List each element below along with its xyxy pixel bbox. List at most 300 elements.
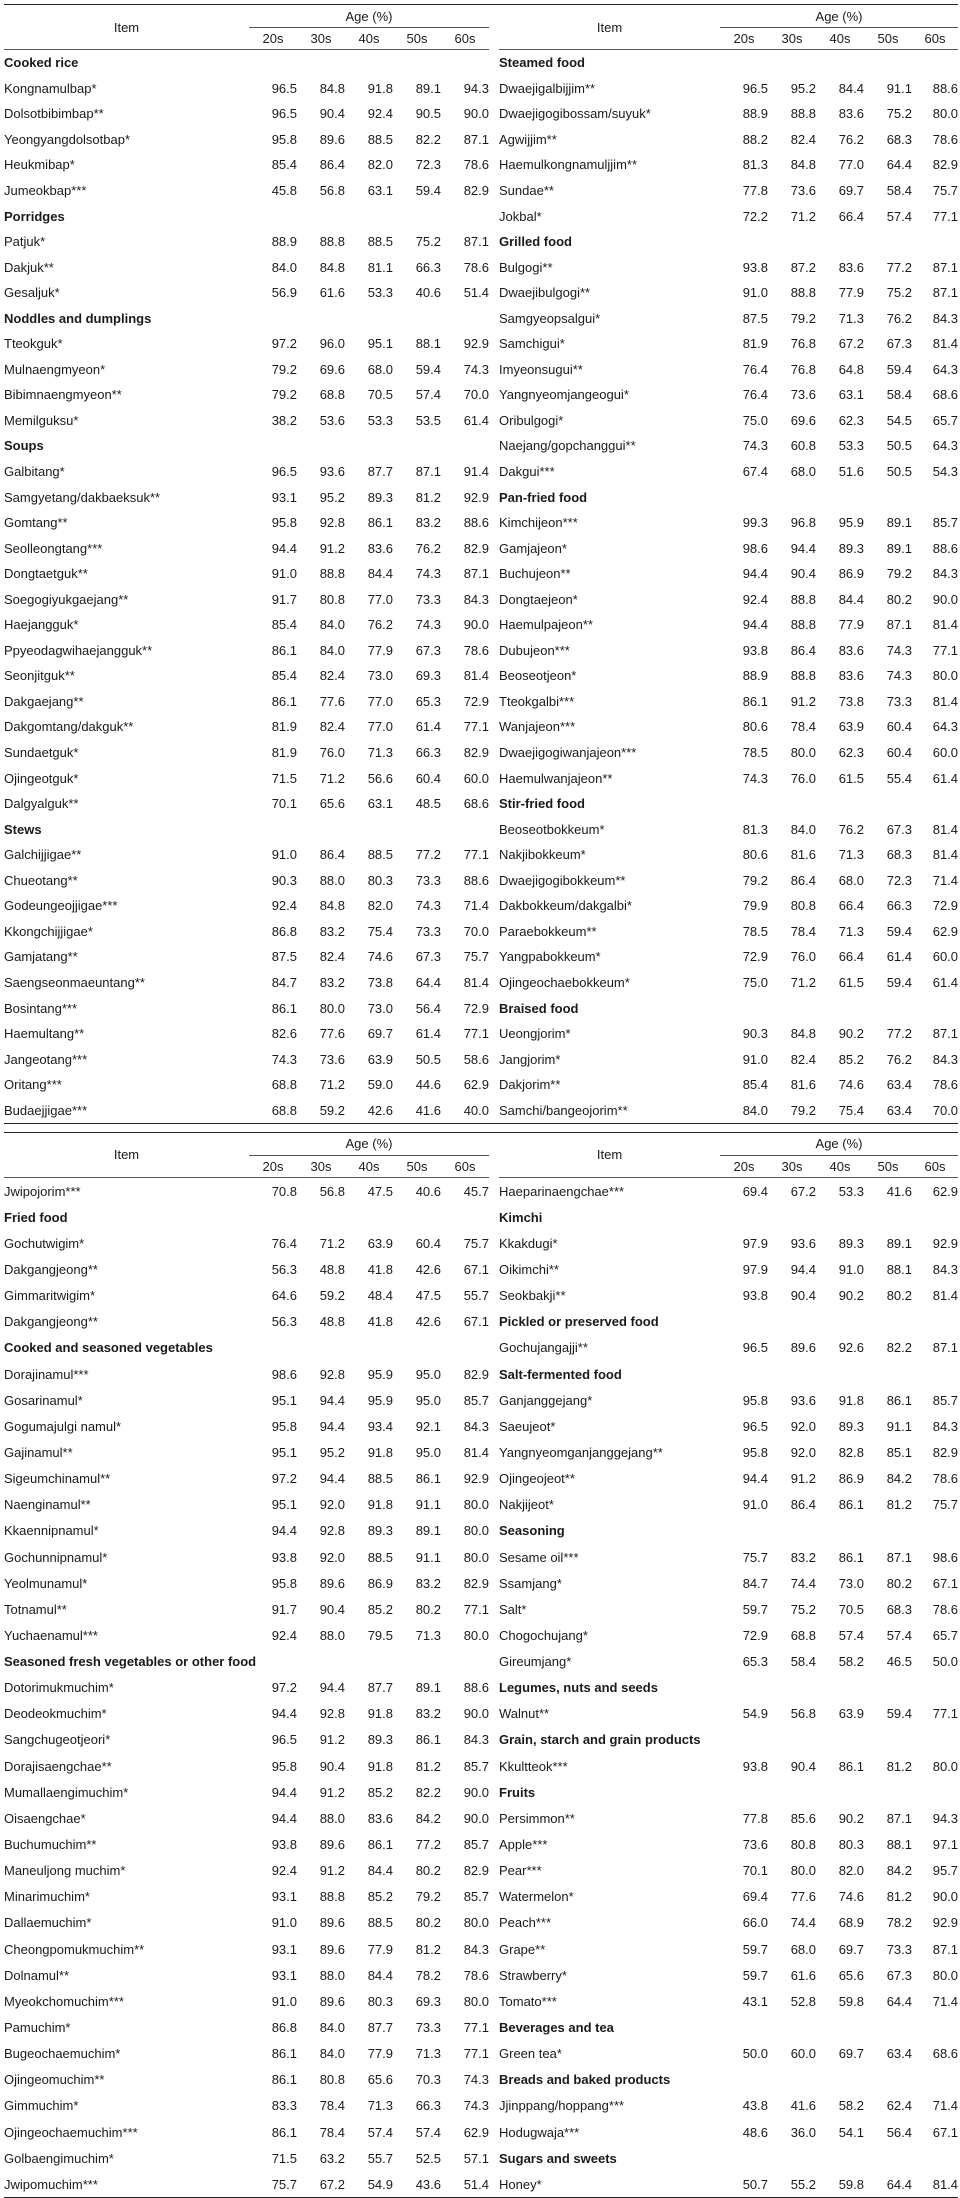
table-row [4,2093,958,2119]
value-40s: 68.9 [838,1915,865,1931]
value-40s: 63.9 [838,1706,865,1722]
value-40s: 84.4 [367,566,393,582]
column-gap [489,1439,499,1465]
value-40s: 76.2 [838,131,865,147]
value-60s: 87.1 [932,285,959,301]
value-50s: 81.2 [886,1497,913,1513]
food-item-name: Jjinppang/hoppang*** [499,2098,625,2114]
value-30s: 68.0 [790,1941,817,1957]
value-60s: 70.0 [463,923,490,939]
value-40s: 71.3 [367,2098,393,2114]
value-20s: 91.0 [271,847,297,863]
value-20s: 86.1 [271,642,297,658]
value-30s: 89.6 [319,131,345,147]
value-60s: 60.0 [932,949,959,965]
value-40s: 85.2 [367,1889,393,1905]
food-item-name: Tteokgalbi*** [499,693,575,709]
value-40s: 88.5 [367,234,393,250]
value-30s: 36.0 [790,2124,817,2140]
value-20s: 66.0 [742,1915,769,1931]
value-60s: 77.1 [463,1026,490,1042]
value-30s: 81.6 [790,1077,817,1093]
table-row [4,1936,958,1962]
value-60s: 84.3 [932,1051,959,1067]
food-item-name: Ojingeojeot** [499,1471,575,1487]
value-40s: 57.4 [367,2124,393,2140]
value-60s: 85.7 [463,1837,490,1853]
value-20s: 74.3 [742,770,769,786]
value-40s: 89.3 [838,1418,865,1434]
food-item-name: Haemulwanjajeon** [499,770,613,786]
value-50s: 74.3 [886,642,913,658]
value-30s: 41.6 [790,2098,817,2114]
value-20s: 70.1 [271,796,297,812]
table-row [4,127,958,153]
value-50s: 41.6 [886,1183,913,1199]
value-50s: 89.1 [415,1680,441,1696]
food-item-name: Haemultang** [4,1026,85,1042]
age-50s-header: 50s [393,1155,441,1177]
value-40s: 53.3 [367,285,393,301]
value-60s: 78.6 [463,259,490,275]
food-item-name: Naejang/gopchanggui** [499,438,636,454]
column-gap [489,970,499,996]
column-gap [489,1727,499,1753]
value-60s: 61.4 [932,770,959,786]
value-30s: 86.4 [319,847,345,863]
value-40s: 65.6 [367,2072,393,2088]
food-item-name: Galbitang* [4,464,65,480]
food-item-name: Dwaejigogibokkeum** [499,872,626,888]
value-50s: 64.4 [415,974,441,990]
table-row [4,1518,958,1544]
column-gap [489,1622,499,1648]
value-40s: 53.3 [367,412,393,428]
value-60s: 87.1 [463,131,490,147]
value-50s: 75.2 [886,285,913,301]
table-row [4,1466,958,1492]
value-20s: 93.1 [271,1941,297,1957]
value-40s: 73.8 [838,693,865,709]
value-20s: 78.5 [742,745,769,761]
age-header: Age (%) [815,8,863,24]
value-50s: 77.2 [886,259,913,275]
food-item-name: Jumeokbap*** [4,183,87,198]
value-50s: 81.2 [415,1758,441,1774]
value-60s: 84.3 [463,1418,490,1434]
column-gap [489,1492,499,1518]
food-item-name: Yangpabokkeum* [499,949,601,965]
column-gap [489,1204,499,1230]
column-gap [489,791,499,817]
value-40s: 63.9 [367,1051,393,1067]
table-row [4,1675,958,1701]
food-item-name: Bosintang*** [4,1000,77,1016]
food-item-name: Mulnaengmyeon* [4,361,106,377]
value-60s: 85.7 [463,1889,490,1905]
table-2-body [4,1177,958,2197]
table-row [4,944,958,970]
value-40s: 70.5 [367,387,393,403]
value-60s: 51.4 [463,2176,490,2192]
value-50s: 95.0 [415,1444,441,1460]
value-30s: 88.8 [790,668,817,684]
value-60s: 40.0 [463,1102,490,1118]
value-20s: 79.9 [742,898,769,914]
column-gap [489,868,499,894]
value-50s: 88.1 [886,1837,913,1853]
food-item-name: Haemulpajeon** [499,617,593,633]
value-60s: 85.7 [463,1758,490,1774]
food-item-name: Kimchijeon*** [499,515,578,531]
food-item-name: Dorajisaengchae** [4,1758,112,1774]
value-60s: 50.0 [932,1654,959,1670]
value-30s: 88.8 [790,106,817,122]
value-50s: 78.2 [886,1915,913,1931]
table-row [4,2067,958,2093]
category-heading: Cooked and seasoned vegetables [4,1340,213,1356]
value-40s: 77.9 [367,1941,393,1957]
value-30s: 71.2 [790,974,817,990]
value-20s: 56.3 [271,1261,297,1277]
value-60s: 85.7 [932,515,959,531]
column-gap [489,50,499,76]
table-row [4,1072,958,1098]
value-50s: 55.4 [886,770,913,786]
column-gap [489,995,499,1021]
value-60s: 77.1 [932,208,959,224]
food-item-name: Bugeochaemuchim* [4,2046,121,2062]
table-row [4,765,958,791]
value-50s: 75.2 [415,234,441,250]
value-60s: 60.0 [463,770,490,786]
value-40s: 69.7 [838,1941,865,1957]
value-40s: 93.4 [367,1418,393,1434]
value-40s: 53.3 [838,1183,865,1199]
food-item-name: Ojingeomuchim** [4,2072,105,2088]
value-50s: 54.5 [886,412,913,428]
column-gap [489,1649,499,1675]
value-40s: 74.6 [838,1077,865,1093]
column-gap [489,152,499,178]
value-40s: 86.1 [838,1758,865,1774]
food-item-name: Kkongchijjigae* [4,923,93,939]
value-40s: 89.3 [838,540,865,556]
value-40s: 95.1 [367,336,393,352]
value-60s: 94.3 [463,80,490,96]
table-row [4,357,958,383]
column-gap [489,1884,499,1910]
value-50s: 83.2 [415,1706,441,1722]
food-item-name: Dongtaejeon* [499,591,578,607]
value-40s: 74.6 [838,1889,865,1905]
value-20s: 68.8 [271,1077,297,1093]
age-30s-header: 30s [768,1155,816,1177]
food-item-name: Samgyeopsalgui* [499,310,601,326]
value-50s: 65.3 [415,693,441,709]
value-30s: 83.2 [319,923,345,939]
value-20s: 86.1 [271,1000,297,1016]
value-50s: 78.2 [415,1967,441,1983]
value-30s: 86.4 [790,1497,817,1513]
value-40s: 91.8 [367,1758,393,1774]
value-20s: 98.6 [271,1366,297,1382]
food-item-name: Kkakdugi* [499,1235,558,1251]
table-row [4,1988,958,2014]
food-item-name: Sundaetguk* [4,745,79,761]
value-30s: 86.4 [790,642,817,658]
value-20s: 86.1 [271,693,297,709]
value-50s: 87.1 [886,1549,913,1565]
value-30s: 79.2 [790,1102,817,1118]
table-row [4,1492,958,1518]
value-50s: 73.3 [415,2020,441,2036]
food-item-name: Persimmon** [499,1810,575,1826]
value-60s: 67.1 [463,1261,490,1277]
value-40s: 77.0 [838,157,865,173]
value-20s: 70.8 [271,1183,297,1199]
value-50s: 95.0 [415,1392,441,1408]
food-item-name: Myeokchomuchim*** [4,1993,124,2009]
value-50s: 56.4 [886,2124,913,2140]
age-60s-header: 60s [912,28,958,50]
table-row [4,842,958,868]
value-30s: 77.6 [790,1889,817,1905]
value-30s: 90.4 [319,106,345,122]
value-40s: 63.1 [367,796,393,812]
food-item-name: Tomato*** [499,1993,557,2009]
table-row [4,2041,958,2067]
value-20s: 97.9 [742,1261,769,1277]
value-30s: 60.8 [790,438,817,454]
value-30s: 59.2 [319,1102,345,1118]
value-60s: 80.0 [463,1915,490,1931]
value-50s: 88.1 [886,1261,913,1277]
value-20s: 94.4 [271,1523,297,1539]
value-50s: 73.3 [886,693,913,709]
table-row [4,663,958,689]
column-gap [489,535,499,561]
table-row [4,1283,958,1309]
value-40s: 71.3 [367,745,393,761]
column-gap [489,1570,499,1596]
value-30s: 92.8 [319,1366,345,1382]
value-60s: 62.9 [463,1077,490,1093]
age-60s-header: 60s [441,28,489,50]
value-40s: 41.8 [367,1261,393,1277]
food-item-name: Budaejjigae*** [4,1102,88,1118]
value-20s: 97.9 [742,1235,769,1251]
value-50s: 62.4 [886,2098,913,2114]
value-30s: 84.8 [790,157,817,173]
value-20s: 91.0 [271,1993,297,2009]
value-40s: 80.3 [367,872,393,888]
value-50s: 87.1 [886,1810,913,1826]
value-20s: 59.7 [742,1601,769,1617]
value-40s: 77.0 [367,719,393,735]
table-row [4,408,958,434]
value-60s: 84.3 [932,566,959,582]
value-60s: 71.4 [463,898,490,914]
food-item-name: Watermelon* [499,1889,574,1905]
food-item-name: Imyeonsugui** [499,361,583,377]
value-50s: 95.0 [415,1366,441,1382]
food-item-name: Tteokguk* [4,336,63,352]
category-heading: Sugars and sweets [499,2150,617,2166]
food-item-name: Seokbakji** [499,1288,566,1304]
value-30s: 91.2 [790,1471,817,1487]
value-30s: 52.8 [790,1993,817,2009]
value-20s: 59.7 [742,1967,769,1983]
value-50s: 67.3 [886,821,913,837]
food-item-name: Hodugwaja*** [499,2124,580,2140]
value-60s: 78.6 [463,157,490,173]
value-30s: 88.8 [790,591,817,607]
column-gap [489,229,499,255]
value-20s: 81.9 [271,745,297,761]
table-row [4,1204,958,1230]
value-60s: 80.0 [932,1758,959,1774]
table-row [4,2014,958,2040]
value-20s: 95.8 [271,1418,297,1434]
value-60s: 81.4 [463,1444,490,1460]
category-heading: Steamed food [499,55,585,71]
value-20s: 94.4 [742,1471,769,1487]
age-20s-header: 20s [720,1155,768,1177]
food-item-name: Oribulgogi* [499,412,564,428]
value-50s: 90.5 [415,106,441,122]
table-row [4,76,958,102]
value-20s: 96.5 [271,464,297,480]
value-40s: 79.5 [367,1627,393,1643]
value-50s: 47.5 [415,1288,441,1304]
value-60s: 78.6 [463,642,490,658]
table-row [4,152,958,178]
value-30s: 82.4 [790,131,817,147]
value-60s: 81.4 [932,693,959,709]
food-item-name: Dwaejibulgogi** [499,285,591,301]
value-60s: 82.9 [932,157,959,173]
food-item-name: Godeungeojjigae*** [4,898,118,914]
value-30s: 90.4 [790,566,817,582]
value-40s: 63.9 [367,1235,393,1251]
value-30s: 88.0 [319,1627,345,1643]
value-30s: 84.0 [790,821,817,837]
value-30s: 91.2 [319,1863,345,1879]
food-item-name: Wanjajeon*** [499,719,576,735]
value-60s: 82.9 [932,1444,959,1460]
table-row [4,638,958,664]
value-50s: 77.2 [415,847,441,863]
table-row [4,893,958,919]
value-60s: 62.9 [932,923,959,939]
value-50s: 73.3 [415,923,441,939]
table-1-header [4,5,958,50]
value-30s: 68.8 [319,387,345,403]
item-header: Item [499,5,720,50]
value-30s: 92.0 [319,1497,345,1513]
food-item-name: Jangeotang*** [4,1051,88,1067]
value-60s: 82.9 [463,1366,490,1382]
value-60s: 75.7 [463,949,490,965]
table-row [4,1779,958,1805]
food-item-name: Yeongyangdolsotbap* [4,131,131,147]
value-40s: 61.5 [838,974,865,990]
value-20s: 64.6 [271,1288,297,1304]
value-50s: 91.1 [886,1418,913,1434]
value-60s: 71.4 [932,1993,959,2009]
value-40s: 92.4 [367,106,393,122]
value-40s: 77.0 [367,693,393,709]
value-40s: 87.7 [367,464,393,480]
value-40s: 84.4 [367,1863,393,1879]
value-60s: 81.4 [932,617,959,633]
value-40s: 69.7 [838,2046,865,2062]
column-gap [489,1283,499,1309]
table-row [4,1831,958,1857]
food-item-name: Kkultteok*** [499,1758,568,1774]
value-30s: 76.8 [790,361,817,377]
value-30s: 88.8 [319,1889,345,1905]
column-gap [489,1858,499,1884]
column-gap [489,1936,499,1962]
food-item-name: Dakgomtang/dakguk** [4,719,134,735]
value-40s: 73.0 [367,1000,393,1016]
value-60s: 87.1 [932,1941,959,1957]
column-gap [489,1309,499,1335]
value-40s: 77.0 [367,591,393,607]
value-30s: 80.8 [319,591,345,607]
column-gap [489,2093,499,2119]
value-60s: 85.7 [463,1392,490,1408]
value-60s: 75.7 [932,183,959,198]
table-row [4,1361,958,1387]
food-item-name: Beoseotbokkeum* [499,821,605,837]
food-item-name: Dalgyalguk** [4,796,79,812]
item-header: Item [499,1132,720,1177]
food-item-name: Apple*** [499,1837,548,1853]
value-40s: 81.1 [367,259,393,275]
value-60s: 97.1 [932,1837,959,1853]
value-60s: 78.6 [932,1471,959,1487]
value-60s: 84.3 [932,1261,959,1277]
value-30s: 87.2 [790,259,817,275]
column-gap [489,254,499,280]
food-item-name: Dakjuk** [4,259,54,275]
value-50s: 76.2 [886,310,913,326]
value-50s: 82.2 [415,1784,441,1800]
table-row [4,1649,958,1675]
value-40s: 84.4 [838,591,865,607]
column-gap [489,1805,499,1831]
table-row [4,1335,958,1361]
age-header: Age (%) [815,1136,863,1152]
column-gap [489,1988,499,2014]
column-gap [489,765,499,791]
value-60s: 71.4 [932,2098,959,2114]
value-50s: 52.5 [415,2150,441,2166]
food-item-name: Gosarinamul* [4,1392,83,1408]
value-40s: 62.3 [838,412,865,428]
value-30s: 76.0 [790,949,817,965]
value-40s: 84.4 [367,1967,393,1983]
value-50s: 56.4 [415,1000,441,1016]
column-gap [489,919,499,945]
value-20s: 84.7 [742,1575,769,1591]
value-30s: 71.2 [319,770,345,786]
value-30s: 84.8 [790,1026,817,1042]
value-40s: 86.9 [838,566,865,582]
